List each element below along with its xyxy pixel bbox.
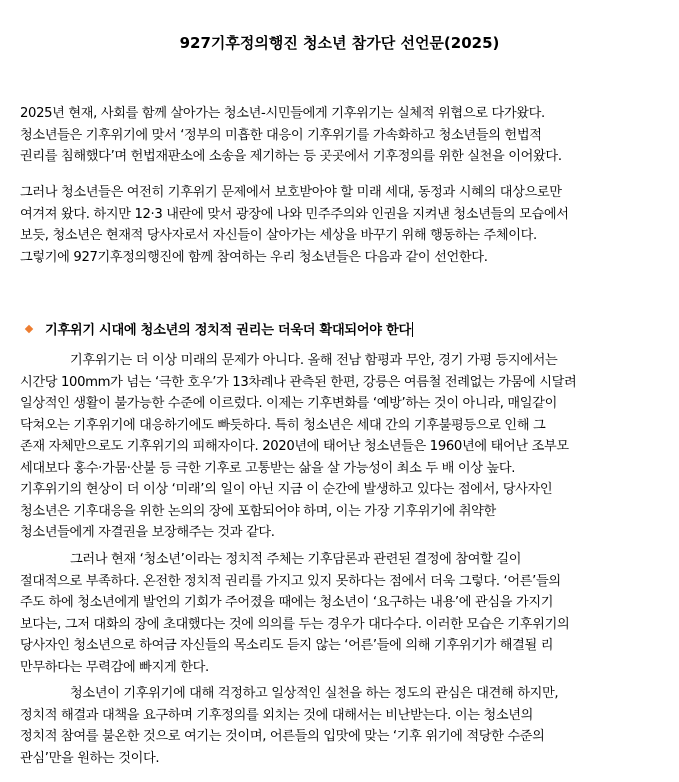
text-line: 청소년은 기후대응을 위한 논의의 장에 포함되어야 하며, 이는 가장 기후위기에 취약한 xyxy=(20,503,496,519)
section-paragraph-2 xyxy=(20,549,662,678)
text-line: 보다는, 그저 대화의 장에 초대했다는 것에 의의를 두는 경우가 대다수다. 이러한 모습은 기후위기의 xyxy=(20,616,570,632)
text-line: 청소년들은 기후위기에 맞서 ‘정부의 미흡한 대응이 기후위기를 가속화하고 청소년들의 헌법적 xyxy=(20,127,542,143)
text-line: 관심’만을 원하는 것이다. xyxy=(20,750,160,766)
text-line: 청소년들에게 자결권을 보장해주는 것과 같다. xyxy=(20,525,275,540)
section-paragraph-3 xyxy=(20,683,662,769)
intro-paragraph-2 xyxy=(20,182,662,268)
text-line: 정치적 해결과 대책을 요구하며 기후정의를 외치는 것에 대해서는 비난받는다. 이는 청소년의 xyxy=(20,707,534,723)
text-line: 그러나 현재 ‘청소년’이라는 정치적 주체는 기후담론과 관련된 결정에 참여할 길이 xyxy=(70,552,522,567)
text-line: 만무하다는 무력감에 빠지게 한다. xyxy=(20,659,209,675)
intro-paragraph-1 xyxy=(20,103,662,168)
text-line: 그렇기에 927기후정의행진에 함께 참여하는 우리 청소년들은 다음과 같이 선언한다. xyxy=(20,249,488,265)
text-line: 주도 하에 청소년에게 발언의 기회가 주어졌을 때에는 청소년이 ‘요구하는 내용’에 관심을 가지기 xyxy=(20,595,554,610)
section-heading-text: 기후위기 시대에 청소년의 정치적 권리는 더욱더 확대되어야 한다 xyxy=(45,323,411,338)
text-cursor xyxy=(412,322,413,337)
text-line: 당사자인 청소년으로 하여금 자신들의 목소리도 듣지 않는 ‘어른’들에 의해 기후위기가 해결될 리 xyxy=(20,638,554,653)
text-line: 존재 자체만으로도 기후위기의 피해자이다. 2020년에 태어난 청소년들은 1960년에 태어난 조부모 xyxy=(20,439,569,454)
text-line: 절대적으로 부족하다. 온전한 정치적 권리를 가지고 있지 못하다는 점에서 더욱 그렇다. ‘어른’들의 xyxy=(20,573,561,589)
text-line: 세대보다 홍수·가뭄·산불 등 극한 기후로 고통받는 삶을 살 가능성이 최소 두 배 이상 높다. xyxy=(20,460,516,476)
text-line: 보듯, 청소년은 현재적 당사자로서 자신들이 살아가는 세상을 바꾸기 위해 행동하는 주체이다. xyxy=(20,228,537,243)
diamond-icon xyxy=(25,325,33,333)
text-line: 여겨져 왔다. 하지만 12·3 내란에 맞서 광장에 나와 민주주의와 인권을 지켜낸 청소년들의 모습에서 xyxy=(20,206,569,222)
text-line: 기후위기는 더 이상 미래의 문제가 아니다. 올해 전남 함평과 무안, 경기 가평 등지에서는 xyxy=(70,353,558,368)
text-line: 그러나 청소년들은 여전히 기후위기 문제에서 보호받아야 할 미래 세대, 동정과 시혜의 대상으로만 xyxy=(20,185,562,200)
text-line: 일상적인 생활이 불가능한 수준에 이르렀다. 이제는 기후변화를 ‘예방’하는 것이 아니라, 매일같이 xyxy=(20,396,557,411)
document-title: 927기후정의행진 청소년 참가단 선언문(2025) xyxy=(179,34,500,52)
text-line: 기후위기의 현상이 더 이상 ‘미래’의 일이 아닌 지금 이 순간에 발생하고 있다는 점에서, 당사자인 xyxy=(20,482,553,497)
section-heading xyxy=(26,322,413,340)
text-line: 2025년 현재, 사회를 함께 살아가는 청소년-시민들에게 기후위기는 실체적 위협으로 다가왔다. xyxy=(20,106,545,121)
text-line: 닥쳐오는 기후위기에 대응하기에도 빠듯하다. 특히 청소년은 세대 간의 기후불평등으로 인해 그 xyxy=(20,417,546,433)
text-line: 시간당 100mm가 넘는 ‘극한 호우’가 13차례나 관측된 한편, 강릉은 여름철 전례없는 가뭄에 시달려 xyxy=(20,374,577,390)
text-line: 정치적 참여를 불온한 것으로 여기는 것이며, 어른들의 입맛에 맞는 ‘기후 위기에 적당한 수준의 xyxy=(20,729,545,744)
text-line: 청소년이 기후위기에 대해 걱정하고 일상적인 실천을 하는 정도의 관심은 대견해 하지만, xyxy=(70,686,559,701)
section-paragraph-1 xyxy=(20,350,662,544)
text-line: 권리를 침해했다’며 헌법재판소에 소송을 제기하는 등 곳곳에서 기후정의를 위한 실천을 이어왔다. xyxy=(20,149,562,164)
